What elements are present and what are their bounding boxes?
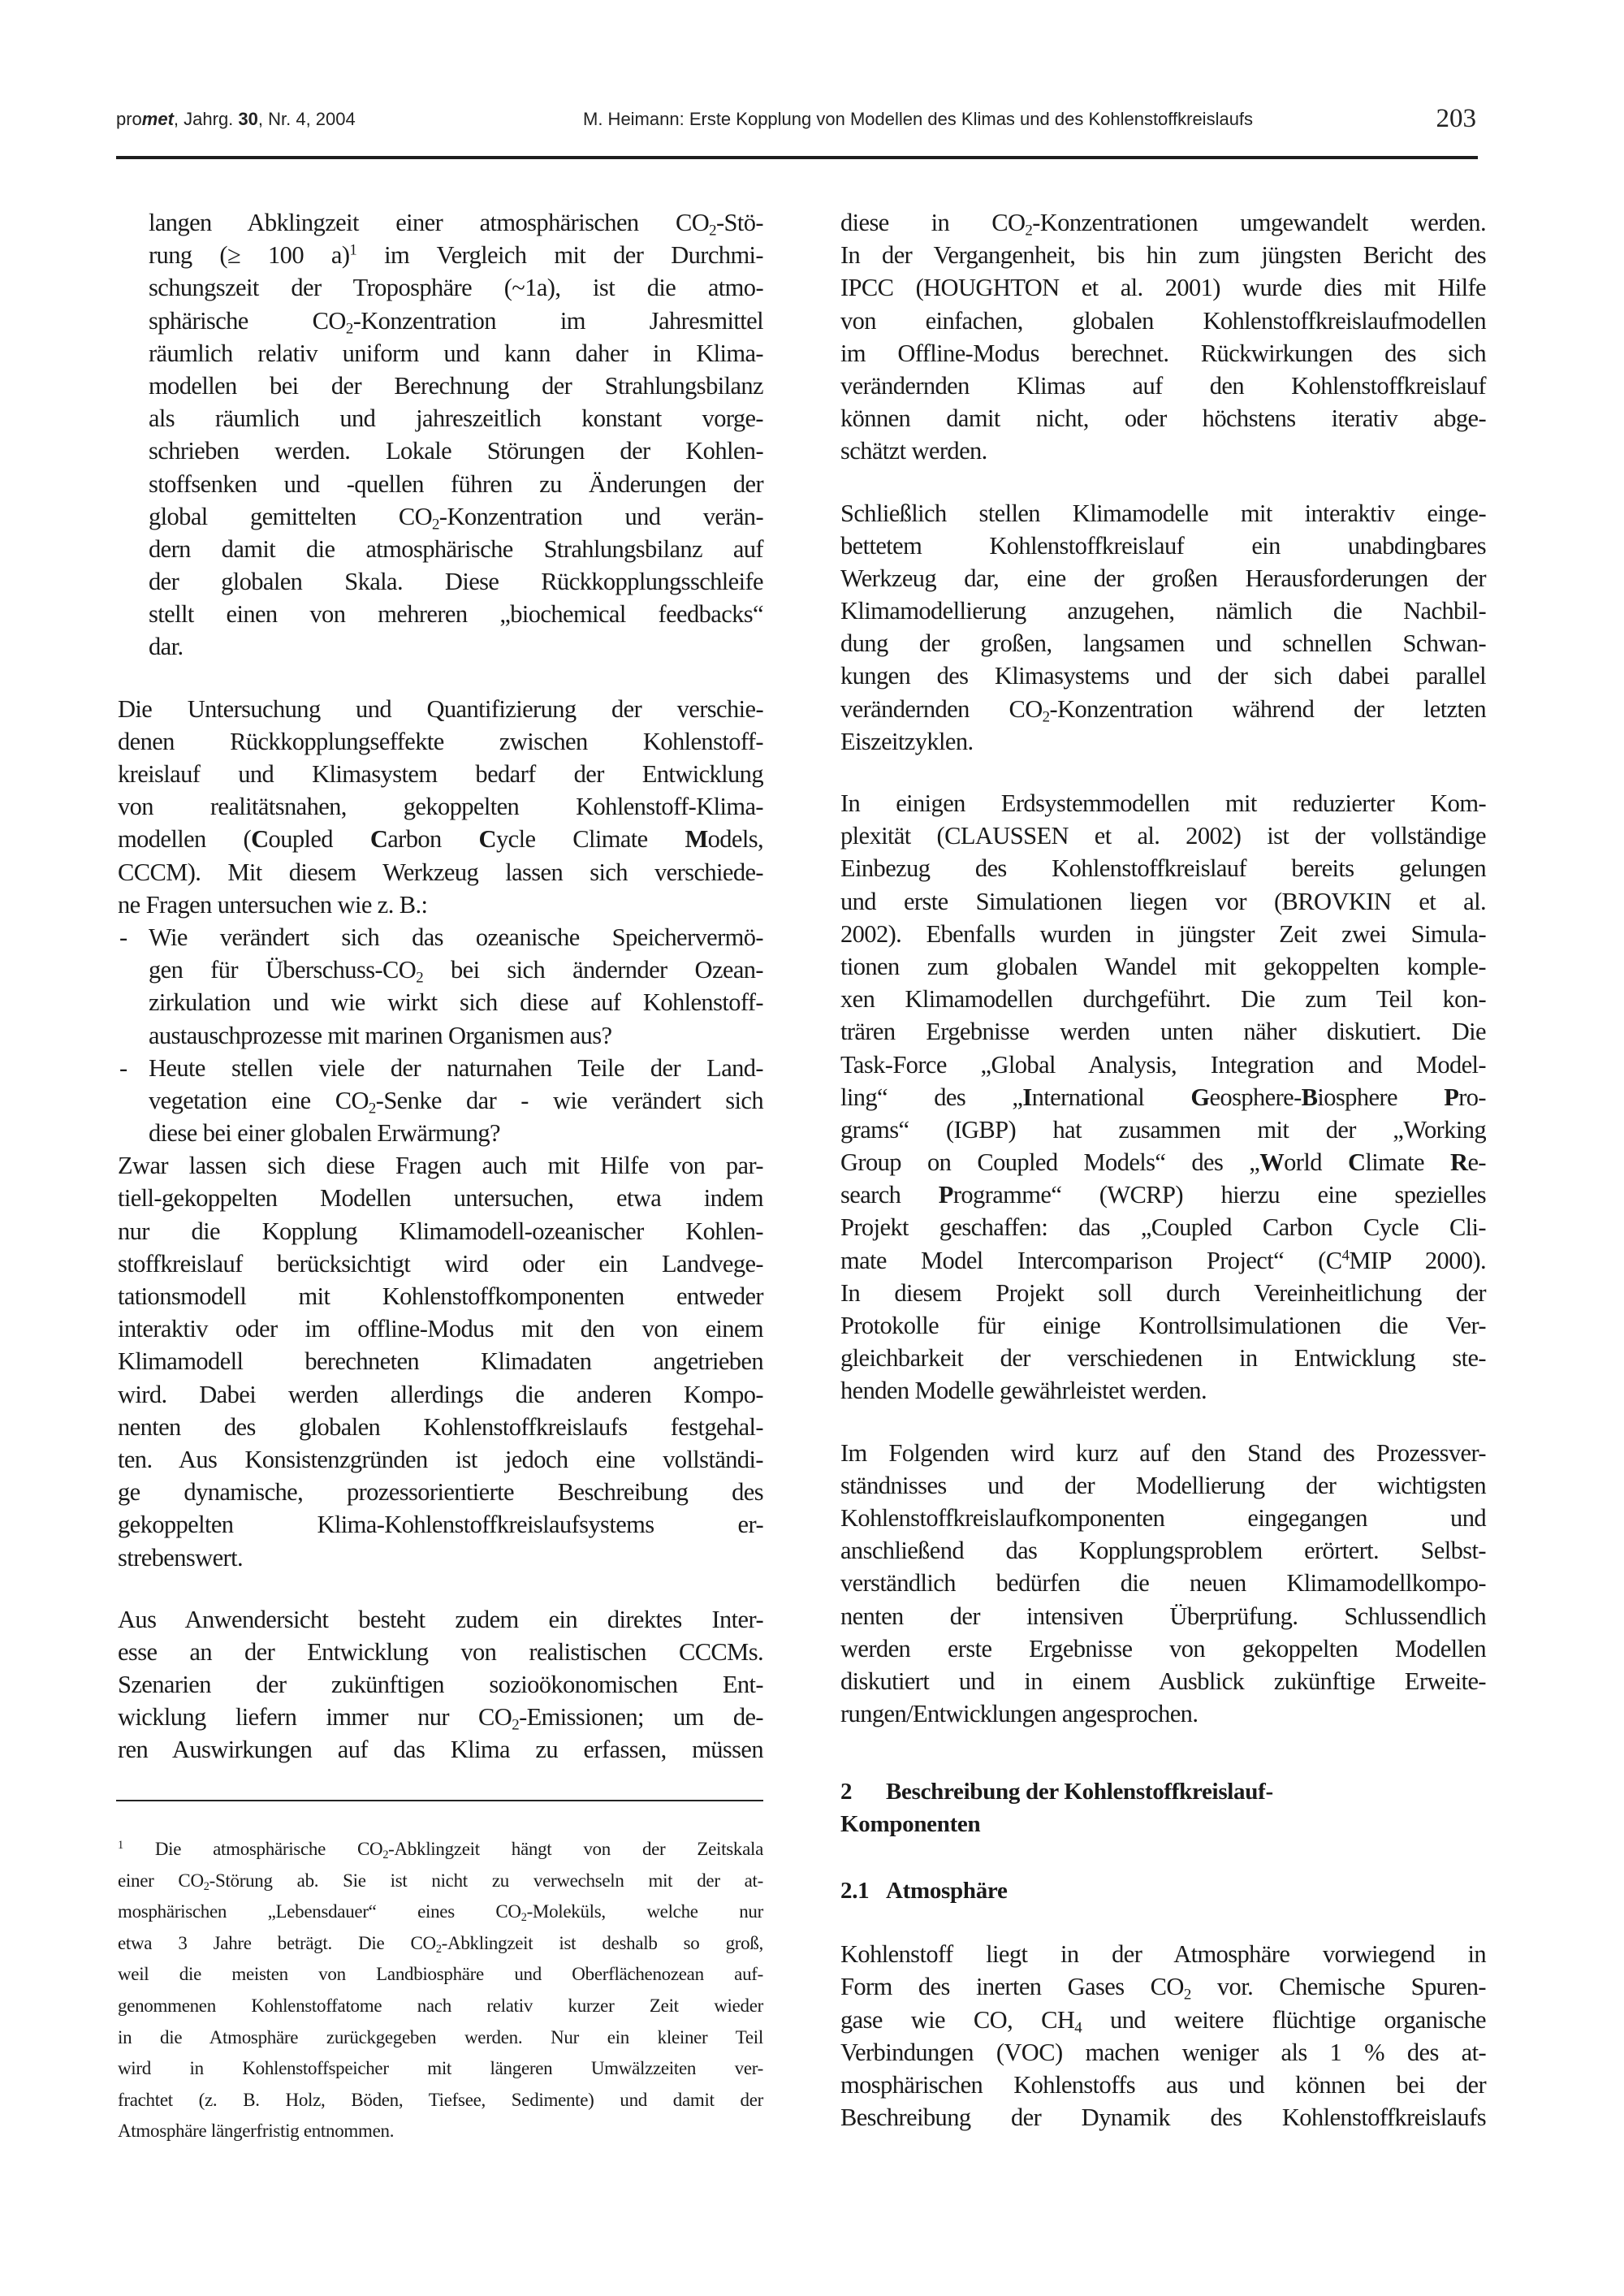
paragraph-partial-coupling [118,1149,763,1573]
text-line: Klimamodellierung anzugehen, nämlich die Nachbil- [840,597,1486,625]
section-heading-2 [840,1775,1486,1840]
subscript: 2 [432,515,439,533]
text-line: Klimamodell berechneten Klimadaten angetrieben [118,1347,763,1376]
text-line: esse an der Entwicklung von realistischen CCCMs. [118,1637,763,1666]
journal-name-prefix: pro [116,109,142,129]
text-line: global gemittelten $CO_2$-Konzentration und verän- [149,502,763,533]
running-head [116,104,1478,140]
paragraph-earth-system [840,787,1486,1407]
text-line: werden erste Ergebnisse von gekoppelten Modellen [840,1634,1486,1663]
subscript: 2 [1042,707,1050,725]
text-line: bettetem Kohlenstoffkreislauf ein unabdingbares [840,531,1486,560]
text-line: modellen (Coupled Carbon Cycle Climate Models, [118,825,764,854]
text-line: 2002). Ebenfalls wurden in jüngster Zeit zwei Simula- [840,919,1486,948]
text-line: der globalen Skala. Diese Rückkopplungsschleife [149,568,763,596]
text-line: strebenswert. [118,1543,243,1572]
journal-name-emphasis: met [141,109,174,129]
subsection-heading-line [840,1874,1486,1907]
text-line: mosphärischen „Lebensdauer“ eines $CO_2$-Moleküls, welche nur [118,1901,763,1925]
subscript: 2 [1025,222,1033,240]
text-line: Aus Anwendersicht besteht zudem ein direktes Inter- [118,1605,763,1633]
right-column [840,206,1486,2134]
text-line: ge dynamische, prozessorientierte Beschreibung des [118,1478,763,1507]
text-line: genommenen Kohlenstoffatome nach relativ kurzer Zeit wieder [118,1995,763,2016]
text-line: als räumlich und jahreszeitlich konstant vorge- [149,404,763,433]
text-line: plexität (CLAUSSEN et al. 2002) ist der vollständige [840,822,1486,850]
text-line: diese bei einer globalen Erwärmung? [149,1119,500,1148]
section-heading-2-1 [840,1874,1486,1907]
text-line: diese in $CO_2$-Konzentrationen umgewandelt werden. [840,209,1486,240]
text-line: gen für Überschuss-$CO_2$ bei sich ändernder Ozean- [149,956,763,987]
subscript: 2 [203,1879,209,1893]
bold-initial: G [1190,1083,1210,1111]
text-line: gleichbarkeit der verschiedenen in Entwicklung ste- [840,1344,1486,1373]
text-line: In einigen Erdsystemmodellen mit reduzierter Kom- [840,789,1486,817]
paragraph-gap [840,468,1486,497]
text-line: Zwar lassen sich diese Fragen auch mit Hilfe von par- [118,1152,763,1180]
text-line: Atmosphäre längerfristig entnommen. [118,2121,395,2142]
question-item [118,1052,763,1150]
text-line: search Programme“ (WCRP) hierzu eine spezielles [840,1181,1486,1209]
text-line: sphärische $CO_2$-Konzentration im Jahresmittel [149,306,763,337]
subscript: 2 [435,1942,442,1956]
text-line: nenten der intensiven Überprüfung. Schlussendlich [840,1602,1486,1630]
text-line: von realitätsnahen, gekoppelten Kohlenstoff-Klima- [118,793,763,821]
text-line: Die Untersuchung und Quantifizierung der verschie- [118,694,763,723]
section-title: Beschreibung der Kohlenstoffkreislauf- [886,1779,1273,1805]
left-column [118,206,763,1766]
subscript: 2 [512,1716,520,1734]
text-line: Schließlich stellen Klimamodelle mit interaktiv einge- [840,499,1486,527]
bold-initial: P [1444,1083,1459,1111]
text-line: Kohlenstoff liegt in der Atmosphäre vorwiegend in [840,1940,1486,1969]
text-line: Im Folgenden wird kurz auf den Stand des Prozessver- [840,1438,1486,1467]
bold-initial: C [478,825,496,854]
bold-initial: P [938,1181,953,1209]
question-list [118,921,763,1149]
volume-number: 30 [238,109,258,129]
paragraph-continuation [118,206,763,664]
text-line: Szenarien der zukünftigen sozioökonomischen Ent- [118,1671,763,1699]
text-line: CCCM). Mit diesem Werkzeug lassen sich verschiede- [118,858,763,886]
bold-initial: R [1450,1148,1468,1177]
bold-initial: W [1259,1148,1285,1177]
text-line: langen Abklingzeit einer atmosphärischen $CO_2-Stö-$ [149,209,763,240]
text-line: In diesem Projekt soll durch Vereinheitlichung der [840,1278,1486,1307]
text-line: austauschprozesse mit marinen Organismen aus? [149,1021,612,1049]
text-line: Beschreibung der Dynamik des Kohlenstoffkreislaufs [840,2104,1486,2132]
section-heading-line [840,1775,1486,1808]
text-line: wird. Dabei werden allerdings die anderen Kompo- [118,1380,763,1408]
text-line: Einbezug des Kohlenstoffkreislauf bereits gelungen [840,854,1486,883]
text-line: gase wie CO, $CH_4$ und weitere flüchtige organische [840,2005,1486,2036]
text-line: zirkulation und wie wirkt sich diese auf Kohlenstoff- [149,988,763,1017]
bold-initial: I [1022,1083,1032,1111]
page-number: 203 [1436,104,1476,133]
text-line: - Wie verändert sich das ozeanische Speichervermö- [118,921,763,953]
text-line: weil die meisten von Landbiosphäre und Oberflächenozean auf- [118,1964,763,1985]
text-line: gekoppelten Klima-Kohlenstoffkreislaufsystems er- [118,1511,763,1539]
article-running-title: M. Heimann: Erste Kopplung von Modellen des Klimas und des Kohlenstoffkreislaufs [583,109,1254,129]
paragraph-gap [840,1407,1486,1437]
text-line: einer $CO_2$-Störung ab. Sie ist nicht zu verwechseln mit der at- [118,1870,763,1893]
text-line: räumlich relativ uniform und kann daher in Klima- [149,339,763,367]
paragraph-ipcc [840,206,1486,468]
text-line: verändernden Klimas auf den Kohlenstoffkreislauf [840,371,1486,400]
text-line: modellen bei der Berechnung der Strahlungsbilanz [149,371,763,400]
text-line: anschließend das Kopplungsproblem erörtert. Selbst- [840,1537,1486,1565]
subscript: 4 [1074,2018,1082,2036]
subscript: 2 [520,1911,527,1925]
journal-citation [116,109,356,130]
text-line: kreislauf und Klimasystem bedarf der Entwicklung [118,760,763,788]
bold-initial: C [251,825,269,854]
superscript: 1 [118,1839,123,1853]
text-line: in die Atmosphäre zurückgegeben werden. Nur ein kleiner Teil [118,2026,763,2047]
text-line: wird in Kohlenstoffspeicher mit längeren Umwälzzeiten ver- [118,2058,763,2079]
text-line: frachtet (z. B. Holz, Böden, Tiefsee, Sedimente) und damit der [118,2089,763,2110]
text-line: grams“ (IGBP) hat zusammen mit der „Working [840,1115,1486,1144]
text-line: - Heute stellen viele der naturnahen Teile der Land- [118,1052,763,1084]
superscript: 1 [349,241,357,259]
text-line: nur die Kopplung Klimamodell-ozeanischer Kohlen- [118,1217,763,1245]
subscript: 2 [382,1848,389,1861]
text-line: und erste Simulationen liegen vor (BROVKIN et al. [840,887,1486,915]
text-line: Task-Force „Global Analysis, Integration and Model- [840,1050,1486,1079]
text-line: verständlich bedürfen die neuen Klimamodellkompo- [840,1569,1486,1598]
text-line: dar. [149,633,184,661]
issue-year: , Nr. 4, 2004 [257,109,356,129]
text-line: stellt einen von mehreren „biochemical feedbacks“ [149,600,763,629]
bold-initial: C [1347,1148,1366,1177]
text-line: Protokolle für einige Kontrollsimulationen die Ver- [840,1312,1486,1339]
paragraph-gap [118,664,763,693]
subscript: 2 [368,1100,376,1118]
text-line: tiell-gekoppelten Modellen untersuchen, etwa indem [118,1184,763,1213]
text-line: xen Klimamodellen durchgeführt. Die zum Teil kon- [840,985,1486,1014]
section-number: 2 [840,1779,853,1805]
question-item [118,921,763,1052]
text-line: kungen des Klimasystems und der sich dabei parallel [840,662,1486,690]
text-line: henden Modelle gewährleistet werden. [840,1377,1207,1405]
year-label: , Jahrg. [173,109,239,129]
section-gap [840,1730,1486,1775]
section-gap [840,1840,1486,1874]
text-line: wicklung liefern immer nur $CO_2$-Emissionen; um de- [118,1703,763,1734]
text-line: Group on Coupled Models“ des „World Climate Re- [840,1148,1486,1177]
text-line: von einfachen, globalen Kohlenstoffkreislaufmodellen [840,306,1486,335]
text-line: vegetation eine $CO_2$-Senke dar - wie verändert sich [149,1086,764,1118]
text-line: Verbindungen (VOC) machen weniger als 1 % des at- [840,2038,1486,2066]
footnote-rule [116,1800,763,1801]
text-line: Eiszeitzyklen. [840,727,974,755]
superscript: 4 [1341,1247,1350,1265]
text-line: mate Model Intercomparison Project“ ($C^4MIP$ 2000). [840,1246,1487,1274]
text-line: schrieben werden. Lokale Störungen der Kohlen- [149,437,763,465]
subsection-title: Atmosphäre [886,1878,1008,1905]
text-line: dung der großen, langsamen und schnellen Schwan- [840,629,1486,658]
text-line: Projekt geschaffen: das „Coupled Carbon Cycle Cli- [840,1213,1486,1242]
text-line: dern damit die atmosphärische Strahlungsbilanz auf [149,534,763,563]
section-heading-line: Komponenten [840,1811,981,1838]
text-line: ling“ des „International Geosphere-Biosphere Pro- [840,1083,1486,1111]
text-line: stoffsenken und -quellen führen zu Änderungen der [149,469,763,498]
paragraph-atmosphere [840,1938,1486,2134]
text-line: interaktiv oder im offline-Modus mit den von einem [118,1315,763,1343]
paragraph-climate-models [840,497,1486,759]
text-line: tationsmodell mit Kohlenstoffkomponenten entweder [118,1282,763,1310]
text-line: ständnisses und der Modellierung der wichtigsten [840,1471,1486,1499]
section-gap [840,1907,1486,1938]
text-line: schungszeit der Troposphäre (~1a), ist die atmo- [149,274,763,302]
text-line: verändernden $CO_2$-Konzentration während der letzten [840,694,1486,725]
text-line: ne Fragen untersuchen wie z. B.: [118,890,428,919]
text-line: stoffkreislauf berücksichtigt wird oder ein Landvege- [118,1249,763,1278]
text-line: ren Auswirkungen auf das Klima zu erfassen, müssen [118,1736,763,1764]
paragraph-outline [840,1437,1486,1731]
bold-initial: C [369,825,388,854]
header-rule [116,156,1478,159]
text-line: schätzt werden. [840,437,987,465]
text-line: können damit nicht, oder höchstens iterativ abge- [840,404,1486,433]
text-line: $^1$ Die atmosphärische $CO_2$-Abklingzeit hängt von der Zeitskala [118,1839,763,1861]
text-line: denen Rückkopplungseffekte zwischen Kohlenstoff- [118,727,763,755]
subscript: 2 [416,969,424,987]
text-line: rung (≥ 100 a)$^1$ im Vergleich mit der Durchmi- [149,241,763,270]
text-line: tionen zum globalen Wandel mit gekoppelten komple- [840,952,1486,980]
paragraph-gap [118,1574,763,1603]
paragraph-gap [840,758,1486,787]
text-line: rungen/Entwicklungen angesprochen. [840,1700,1199,1728]
paragraph-user-perspective [118,1603,763,1766]
subsection-number: 2.1 [840,1878,870,1905]
text-line: ten. Aus Konsistenzgründen ist jedoch eine vollständi- [118,1445,763,1473]
text-line: trären Ergebnisse werden unten näher diskutiert. Die [840,1018,1486,1046]
subscript: 2 [1183,1986,1191,2004]
bold-initial: B [1301,1083,1318,1111]
subscript: 2 [709,222,716,240]
subscript: 2 [345,319,353,337]
text-line: Kohlenstoffkreislaufkomponenten eingegangen und [840,1503,1486,1532]
footnote-1 [118,1834,763,2147]
text-line: mosphärischen Kohlenstoffs aus und können bei der [840,2071,1486,2099]
text-line: In der Vergangenheit, bis hin zum jüngsten Bericht des [840,241,1486,270]
text-line: Werkzeug dar, eine der großen Herausforderungen der [840,564,1486,592]
paragraph-ccm-intro [118,693,763,921]
bold-initial: M [685,825,708,854]
text-line: diskutiert und in einem Ausblick zukünftige Erweite- [840,1667,1486,1695]
text-line: IPCC (HOUGHTON et al. 2001) wurde dies mit Hilfe [840,274,1486,302]
text-line: nenten des globalen Kohlenstoffkreislaufs festgehal- [118,1412,763,1441]
text-line: im Offline-Modus berechnet. Rückwirkungen des sich [840,339,1486,367]
text-line: etwa 3 Jahre beträgt. Die $CO_2$-Abklingzeit ist deshalb so groß, [118,1932,763,1956]
text-line: Form des inerten Gases $CO_2$ vor. Chemische Spuren- [840,1973,1486,2004]
